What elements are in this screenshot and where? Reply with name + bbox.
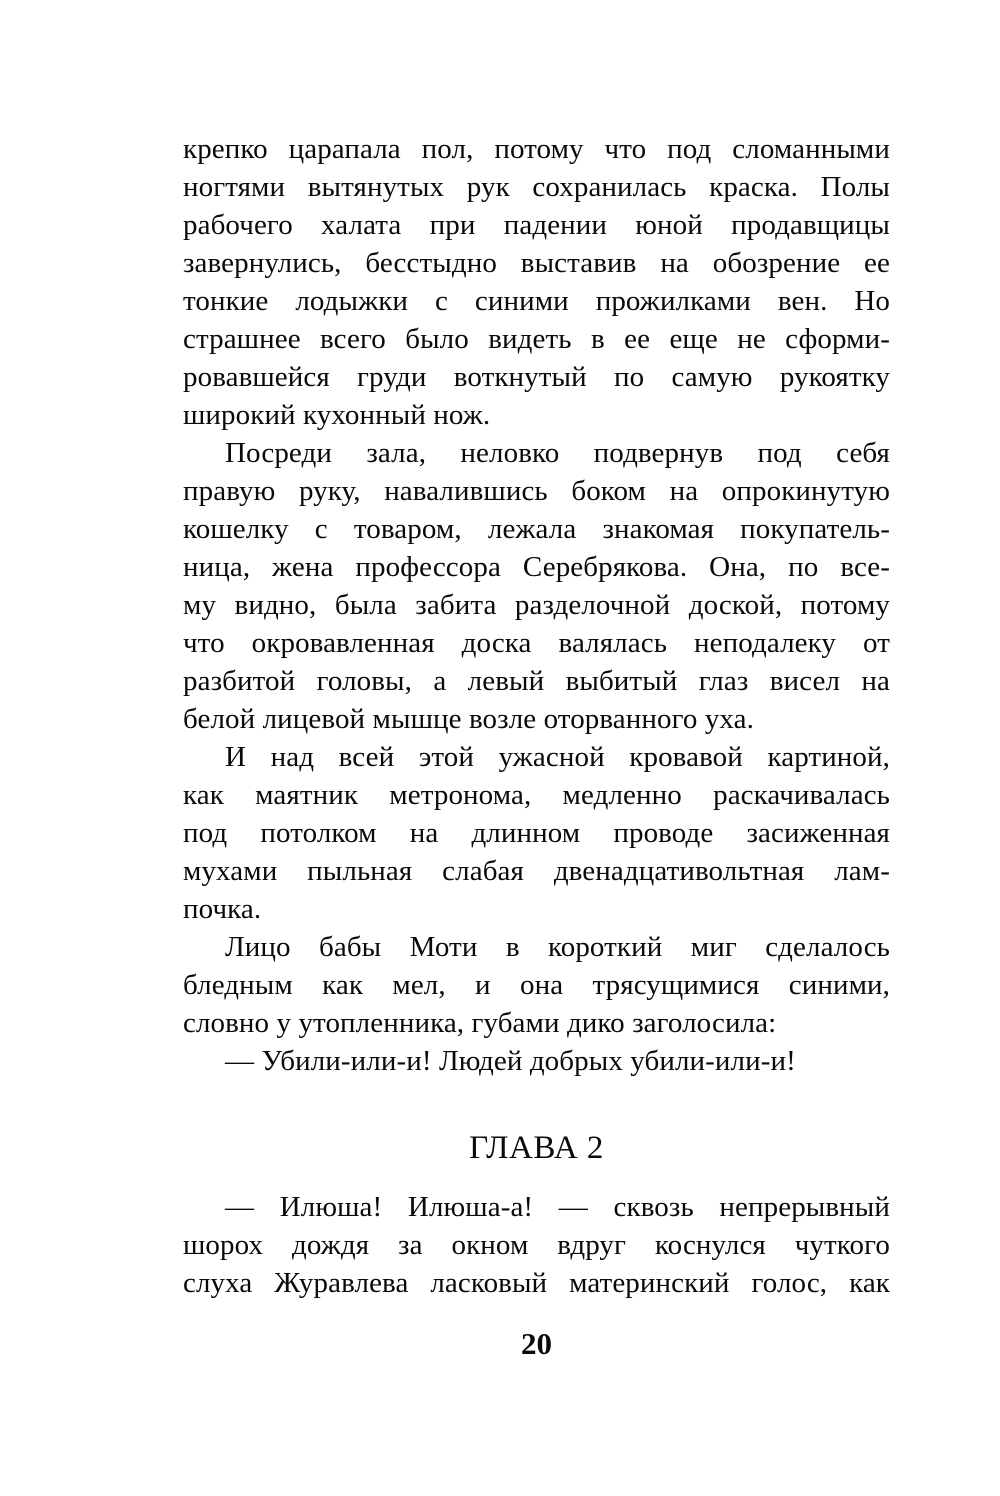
text-line: ногтями вытянутых рук сохранилась краска. Полы: [183, 171, 890, 203]
text-line: завернулись, бесстыдно выставив на обозрение ее: [183, 247, 890, 279]
text-line: разбитой головы, а левый выбитый глаз висел на: [183, 665, 890, 697]
text-line: ровавшейся груди воткнутый по самую рукоятку: [183, 361, 890, 393]
text-line: И над всей этой ужасной кровавой картиной,: [225, 741, 890, 773]
text-line: почка.: [183, 893, 262, 925]
text-line: рабочего халата при падении юной продавщицы: [183, 209, 890, 241]
text-line: Посреди зала, неловко подвернув под себя: [225, 437, 890, 469]
text-line: правую руку, навалившись боком на опрокинутую: [183, 475, 890, 507]
text-line: бледным как мел, и она трясущимися синими,: [183, 969, 890, 1001]
text-line: широкий кухонный нож.: [183, 399, 491, 431]
text-line: — Убили-или-и! Людей добрых убили-или-и!: [225, 1045, 796, 1077]
text-line: шорох дождя за окном вдруг коснулся чуткого: [183, 1229, 890, 1261]
page-number: 20: [521, 1326, 552, 1361]
text-line: му видно, была забита разделочной доской, потому: [183, 589, 890, 621]
text-line: белой лицевой мышце возле оторванного уха.: [183, 703, 754, 735]
text-line: слуха Журавлева ласковый материнский голос, как: [183, 1267, 890, 1299]
text-line: словно у утопленника, губами дико заголосила:: [183, 1007, 777, 1039]
text-line: что окровавленная доска валялась неподалеку от: [183, 627, 890, 659]
text-line: тонкие лодыжки с синими прожилками вен. Но: [183, 285, 890, 317]
text-line: Лицо бабы Моти в короткий миг сделалось: [225, 931, 890, 963]
text-line: мухами пыльная слабая двенадцативольтная лам-: [183, 855, 890, 887]
text-line: как маятник метронома, медленно раскачивалась: [183, 779, 890, 811]
text-line: ница, жена профессора Серебрякова. Она, по все-: [183, 551, 890, 583]
text-line: под потолком на длинном проводе засиженная: [183, 817, 890, 849]
text-line: кошелку с товаром, лежала знакомая покупатель-: [183, 513, 890, 545]
text-line: страшнее всего было видеть в ее еще не сформи-: [183, 323, 890, 355]
text-line: крепко царапала пол, потому что под сломанными: [183, 133, 890, 165]
text-line: — Илюша! Илюша-а! — сквозь непрерывный: [225, 1191, 890, 1223]
chapter-heading: ГЛАВА 2: [469, 1130, 604, 1166]
text-block: [183, 130, 890, 1364]
